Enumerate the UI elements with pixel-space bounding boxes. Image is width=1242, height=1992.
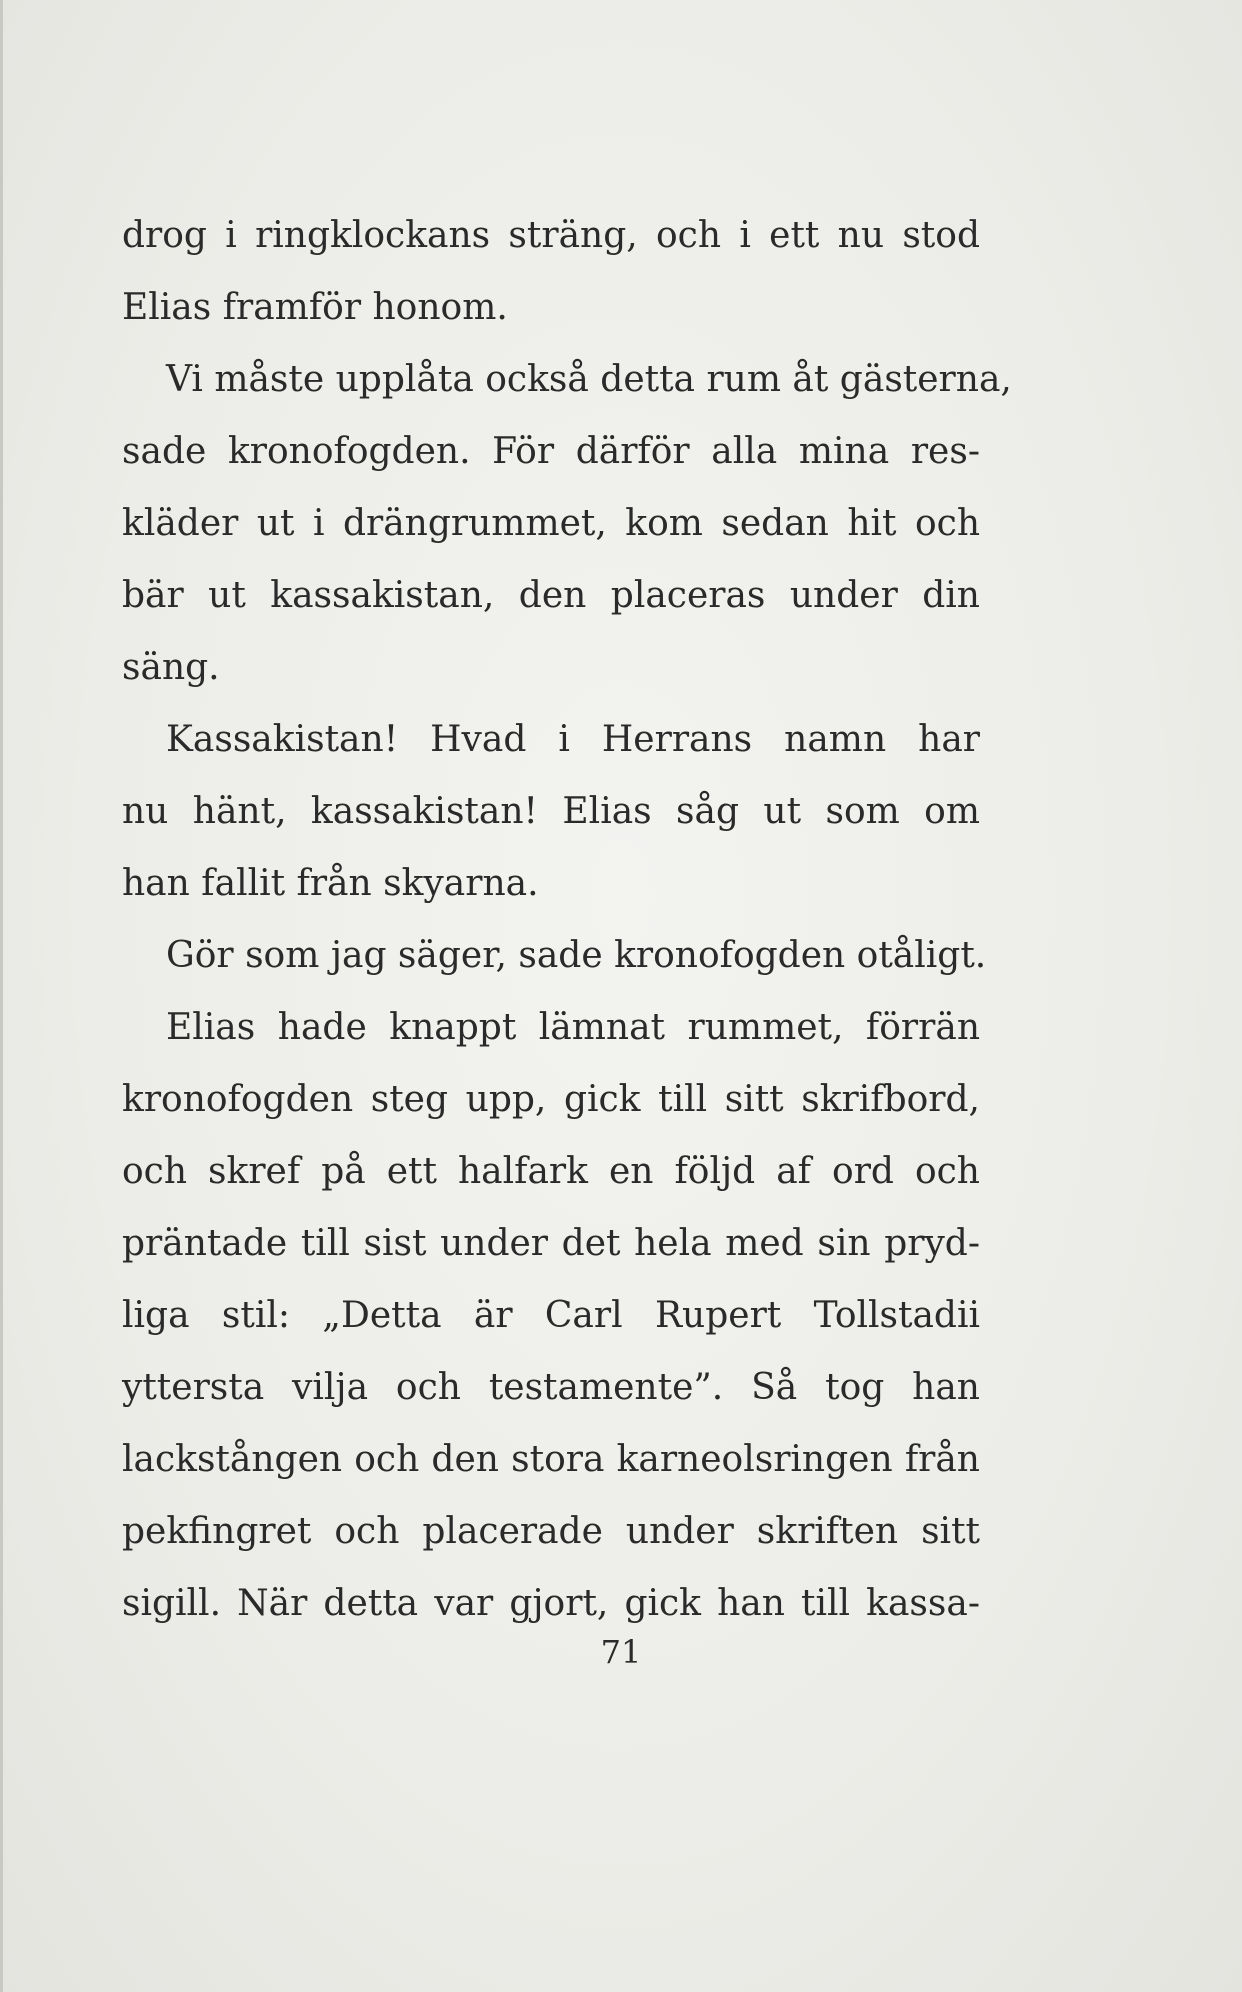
text-line: drog i ringklockans sträng, och i ett nu stod	[122, 215, 980, 256]
text-line: och skref på ett halfark en följd af ord och	[122, 1151, 980, 1192]
text-line: säng.	[122, 647, 220, 688]
text-line: sade kronofogden. För därför alla mina res-	[122, 431, 980, 472]
text-line: Vi måste upplåta också detta rum åt gästerna,	[166, 359, 1012, 400]
text-line: nu hänt, kassakistan! Elias såg ut som om	[122, 791, 980, 832]
text-line: yttersta vilja och testamente”. Så tog han	[122, 1367, 980, 1408]
text-line: bär ut kassakistan, den placeras under din	[122, 575, 980, 616]
text-line: Gör som jag säger, sade kronofogden otåligt.	[166, 935, 987, 976]
text-line: präntade till sist under det hela med sin pryd-	[122, 1223, 980, 1264]
text-line: sigill. När detta var gjort, gick han till kassa-	[122, 1583, 980, 1624]
text-line: Kassakistan! Hvad i Herrans namn har	[166, 719, 980, 760]
text-line: lackstången och den stora karneolsringen från	[122, 1439, 980, 1480]
text-line: liga stil: „Detta är Carl Rupert Tollstadii	[122, 1295, 980, 1336]
text-line: pekfingret och placerade under skriften sitt	[122, 1511, 980, 1552]
page-edge	[0, 0, 3, 1992]
text-line: kläder ut i drängrummet, kom sedan hit och	[122, 503, 980, 544]
text-line: kronofogden steg upp, gick till sitt skrifbord,	[122, 1079, 980, 1120]
text-line: han fallit från skyarna.	[122, 863, 539, 904]
text-line: Elias framför honom.	[122, 287, 508, 328]
body-text	[122, 200, 1012, 1640]
text-line: Elias hade knappt lämnat rummet, förrän	[166, 1007, 980, 1048]
page-number: 71	[600, 1633, 642, 1671]
